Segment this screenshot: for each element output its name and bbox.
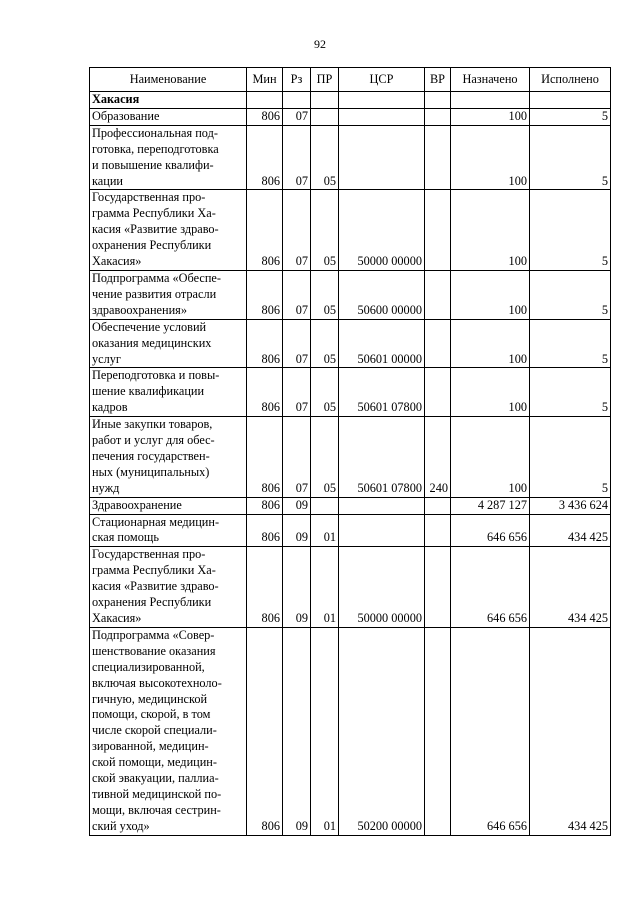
row-min: 806 [247,319,283,368]
row-csr: 50601 00000 [339,319,425,368]
row-name: Подпрограмма «Совер- шенствование оказания специализированной, включая высокотехноло- гичную, медицинской помощи, скорой, в том числе скорой специали- зированной, медицин- ской помощи, медицин- ской эвакуации, паллиа- тивной медицинской по- мощи, включая сестрин- ский уход» [90,627,247,835]
row-vr [425,125,451,190]
row-vr [425,319,451,368]
table-row [90,319,611,368]
row-rz: 09 [283,514,311,547]
row-rz: 07 [283,270,311,319]
row-vr [425,547,451,628]
row-pr: 05 [311,190,339,271]
row-name: Государственная про- грамма Республики Ха- касия «Развитие здраво- охранения Республики Хакасия» [90,190,247,271]
row-pr: 05 [311,368,339,417]
row-pr: 01 [311,627,339,835]
row-csr [339,108,425,125]
col-header-name: Наименование [90,68,247,92]
header-row [90,68,611,92]
page-number: 92 [314,37,326,51]
row-rz: 07 [283,190,311,271]
row-assigned: 100 [451,190,530,271]
row-rz: 07 [283,319,311,368]
col-header-executed: Исполнено [530,68,611,92]
row-min: 806 [247,547,283,628]
row-executed: 5 [530,270,611,319]
row-vr [425,514,451,547]
row-name: Подпрограмма «Обеспе- чение развития отрасли здравоохранения» [90,270,247,319]
row-executed: 434 425 [530,627,611,835]
row-pr: 05 [311,417,339,498]
row-min: 806 [247,627,283,835]
row-min: 806 [247,108,283,125]
row-assigned: 646 656 [451,547,530,628]
row-assigned: 100 [451,108,530,125]
row-min: 806 [247,514,283,547]
row-rz: 07 [283,417,311,498]
table-row [90,368,611,417]
row-assigned: 646 656 [451,514,530,547]
table-row [90,627,611,835]
region-name: Хакасия [90,92,247,109]
col-header-pr: ПР [311,68,339,92]
row-csr: 50601 07800 [339,417,425,498]
row-min: 806 [247,368,283,417]
row-vr [425,368,451,417]
row-rz: 09 [283,547,311,628]
row-min: 806 [247,125,283,190]
region-row [90,92,611,109]
row-name: Государственная про- грамма Республики Ха- касия «Развитие здраво- охранения Республики Хакасия» [90,547,247,628]
row-assigned: 4 287 127 [451,497,530,514]
row-name: Стационарная медицин- ская помощь [90,514,247,547]
table-row [90,547,611,628]
row-min: 806 [247,270,283,319]
row-assigned: 100 [451,125,530,190]
row-name: Здравоохранение [90,497,247,514]
row-rz: 07 [283,368,311,417]
row-assigned: 100 [451,270,530,319]
row-pr: 05 [311,270,339,319]
row-vr: 240 [425,417,451,498]
row-name: Переподготовка и повы- шение квалификации кадров [90,368,247,417]
row-name: Иные закупки товаров, работ и услуг для обес- печения государствен- ных (муниципальных) нужд [90,417,247,498]
row-min: 806 [247,190,283,271]
row-executed: 3 436 624 [530,497,611,514]
row-name: Образование [90,108,247,125]
row-min: 806 [247,497,283,514]
table-row [90,497,611,514]
table-row [90,108,611,125]
row-vr [425,108,451,125]
row-vr [425,270,451,319]
row-assigned: 646 656 [451,627,530,835]
row-csr: 50000 00000 [339,190,425,271]
row-pr: 01 [311,547,339,628]
col-header-rz: Рз [283,68,311,92]
row-csr: 50601 07800 [339,368,425,417]
table-row [90,417,611,498]
row-vr [425,627,451,835]
row-pr [311,497,339,514]
col-header-csr: ЦСР [339,68,425,92]
row-csr [339,514,425,547]
row-name: Профессиональная под- готовка, переподготовка и повышение квалифи- кации [90,125,247,190]
table-row [90,514,611,547]
table-row [90,125,611,190]
row-rz: 07 [283,108,311,125]
row-rz: 09 [283,497,311,514]
col-header-min: Мин [247,68,283,92]
row-executed: 434 425 [530,514,611,547]
row-executed: 434 425 [530,547,611,628]
row-pr [311,108,339,125]
row-pr: 05 [311,125,339,190]
row-executed: 5 [530,319,611,368]
row-executed: 5 [530,190,611,271]
row-executed: 5 [530,125,611,190]
budget-table [89,67,611,836]
row-assigned: 100 [451,368,530,417]
row-csr: 50000 00000 [339,547,425,628]
row-pr: 01 [311,514,339,547]
row-csr [339,497,425,514]
row-executed: 5 [530,108,611,125]
row-pr: 05 [311,319,339,368]
row-vr [425,190,451,271]
row-executed: 5 [530,368,611,417]
row-csr: 50600 00000 [339,270,425,319]
row-assigned: 100 [451,319,530,368]
row-name: Обеспечение условий оказания медицинских услуг [90,319,247,368]
row-vr [425,497,451,514]
row-min: 806 [247,417,283,498]
row-rz: 07 [283,125,311,190]
col-header-vr: ВР [425,68,451,92]
row-executed: 5 [530,417,611,498]
col-header-assigned: Назначено [451,68,530,92]
row-csr [339,125,425,190]
table-row [90,190,611,271]
row-rz: 09 [283,627,311,835]
table-row [90,270,611,319]
row-csr: 50200 00000 [339,627,425,835]
row-assigned: 100 [451,417,530,498]
